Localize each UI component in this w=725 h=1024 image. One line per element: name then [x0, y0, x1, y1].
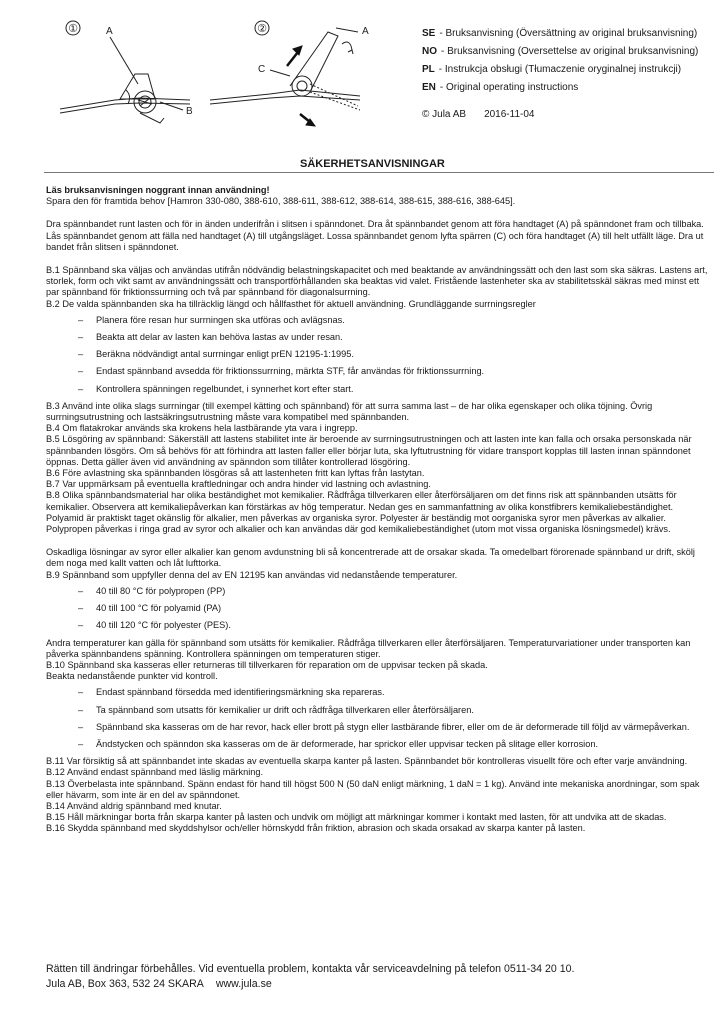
step-2-number: ② — [257, 22, 267, 35]
list-item: – 40 till 120 °C för polyester (PES). — [46, 620, 714, 631]
section-b2: B.2 De valda spännbanden ska ha tillräcklig längd och hållfasthet för aktuell användning. Grundläggande surrningsregler — [46, 298, 536, 309]
section-b1: B.1 Spännband ska väljas och användas utifrån nödvändig belastningskapacitet och med beaktande av användningssätt och den last som ska säkras. Lastens art, storlek, form och vikt samt av användningssätt och transportförhållanden ska beaktas vid valet. Fristående lastenheter ska av stabilitetsskäl säkras med minst ett par spännband för friktionssurrning och två par spännband för diagonalsurrning. — [46, 265, 708, 298]
section-b4: B.4 Om flatakrokar används ska krokens hela lastbärande yta vara i ingrepp. — [46, 423, 358, 434]
step-1-figure — [60, 21, 193, 123]
language-no: NO - Bruksanvisning (Oversettelse av original bruksanvisning) — [422, 46, 699, 57]
list-item: – Beakta att delar av lasten kan behöva lastas av under resan. — [46, 332, 714, 343]
list-item: – Spännband ska kasseras om de har revor, hack eller brott på stygn eller lastbärande fibrer, eller om de är deformerade till följd av värmepåverkan. — [46, 722, 714, 733]
section-b12: B.12 Använd endast spännband med läslig märkning. — [46, 767, 264, 778]
label-a-2: A — [362, 26, 369, 37]
section-b15: B.15 Håll märkningar borta från skarpa kanter på lasten och undvik om möjligt att märkningar kommer i kontakt med lasten, för att undvika att de skadas. — [46, 812, 667, 823]
footer-address: Jula AB, Box 363, 532 24 SKARA — [46, 978, 204, 990]
label-c: C — [258, 64, 266, 75]
list-item: – 40 till 80 °C för polypropen (PP) — [46, 586, 714, 597]
ratchet-wheel-2 — [292, 76, 312, 96]
intro-text: Spara den för framtida behov [Hamron 330-080, 388-610, 388-611, 388-612, 388-614, 388-615, 388-616, 388-645]. — [46, 196, 516, 207]
section-b7: B.7 Var uppmärksam på eventuella kraftledningar och andra hinder vid lastning och avlastning. — [46, 479, 431, 490]
usage-instructions: Dra spännbandet runt lasten och för in änden underifrån i slitsen i spänndonet. Dra åt spännbandet genom att föra handtaget (A) på spänndonet fram och tillbaka. Lås spännbandet genom att fälla ned handtaget (A) till utgångsläget. Lossa spännbandet genom lyfta spärren (C) och föra handtaget (A) till helt utfällt läge. Dra ut bandet från slitsen i spänndonet. — [46, 219, 704, 252]
base-hook — [140, 113, 164, 123]
heading-divider — [44, 172, 714, 173]
list-item: – Kontrollera spänningen regelbundet, i synnerhet kort efter start. — [46, 384, 714, 395]
list-item: – Planera före resan hur surrningen ska utföras och avlägsnas. — [46, 315, 714, 326]
page-title: SÄKERHETSANVISNINGAR — [300, 158, 445, 170]
handle-a — [120, 74, 155, 99]
direction-arrows — [287, 46, 315, 126]
leader-a-2 — [336, 28, 358, 32]
label-b: B — [186, 106, 193, 117]
b10-list — [46, 687, 714, 750]
section-b8-materials: Polyamid är praktiskt taget okänslig för alkalier, men påverkas av organiska syror. Polyester är beständig mot oorganiska syror men påverkas av alkalier. Polypropen påverkas i ringa grad av syror och alkalier och kan användas där god kemikaliebeständighet (utom mot vissa organiska lösningsmedel) krävs. — [46, 512, 671, 535]
safety-instructions-body — [46, 185, 714, 835]
section-b11: B.11 Var försiktig så att spännbandet inte skadas av eventuella skarpa kanter på lasten. Spännbandet bör kontrolleras visuellt före och efter varje användning. — [46, 756, 688, 767]
copyright-text: © Jula AB — [422, 109, 467, 120]
handle-a-2 — [290, 32, 338, 92]
rotate-arrow — [342, 42, 352, 50]
footer — [46, 962, 574, 992]
label-a: A — [106, 26, 113, 37]
section-b5: B.5 Lösgöring av spännband: Säkerställ att lastens stabilitet inte är beroende av surrningsutrustningen och att lasten inte kan falla och orsaka personskada när spännbanden lösgörs. Om så behövs för att förhindra att lasten faller eller börjar luta, ska lyftutrustning för vidare transport kopplas till lasten innan spänndonet öppnas. Detta gäller även vid användning av spänndon som tillåter kontrollerad lösgöring. — [46, 434, 692, 467]
copyright-line — [422, 109, 534, 120]
footer-website-link[interactable]: www.jula.se — [215, 978, 272, 990]
section-b14: B.14 Använd aldrig spännband med knutar. — [46, 800, 222, 811]
step-2-figure — [210, 21, 369, 110]
b9-list — [46, 586, 714, 632]
step-1-number: ① — [68, 22, 78, 35]
list-item: – 40 till 100 °C för polyamid (PA) — [46, 603, 714, 614]
section-b10-note: Beakta nedanstående punkter vid kontroll. — [46, 671, 218, 682]
list-item: – Endast spännband försedda med identifieringsmärkning ska repareras. — [46, 687, 714, 698]
language-en: EN - Original operating instructions — [422, 82, 579, 93]
list-item: – Ta spännband som utsatts för kemikalier ur drift och rådfråga tillverkaren eller återförsäljaren. — [46, 705, 714, 716]
leader-c — [270, 70, 290, 76]
temperature-note: Andra temperaturer kan gälla för spännband som utsätts för kemikalier. Rådfråga tillverkaren eller återförsäljaren. Temperaturvariationer under transporten kan påverka spännbandens spänning. Kontrollera spänningen om temperaturen stiger. — [46, 637, 691, 659]
ratchet-strap-illustration — [40, 14, 385, 134]
section-b10: B.10 Spännband ska kasseras eller returneras till tillverkaren för reparation om de uppvisar tecken på skada. — [46, 659, 488, 670]
section-b16: B.16 Skydda spännband med skyddshylsor och/eller hörnskydd från friktion, abrasion och skada orsakad av skarpa kanter på lasten. — [46, 823, 586, 834]
acid-warning: Oskadliga lösningar av syror eller alkalier kan genom avdunstning bli så koncentrerade att de orsakar skada. Ta omedelbart förorenade spännband ur drift, skölj dem noga med kallt vatten och låt lufttorka. — [46, 547, 695, 569]
section-b13: B.13 Överbelasta inte spännband. Spänn endast för hand till högst 500 N (50 daN enligt märkning, 1 daN = 1 kg). Använd inte mekaniska anordningar, som spak eller hävarm, som inte är en del av spänndonet. — [46, 778, 700, 800]
section-b9: B.9 Spännband som uppfyller denna del av EN 12195 kan användas vid nedanstående temperaturer. — [46, 569, 458, 580]
footer-notice: Rätten till ändringar förbehålles. Vid eventuella problem, kontakta vår serviceavdelning på telefon 0511-34 20 10. — [46, 963, 575, 975]
section-b8: B.8 Olika spännbandsmaterial har olika beständighet mot kemikalier. Rådfråga tillverkaren eller återförsäljaren om det finns risk att spännbanden utsätts för kemikalier. Observera att kemikaliepåverkan kan förstärkas av hög temperatur. Nedan ges en sammanfattning av olika konstfibrers kemikaliebeständighet. — [46, 490, 677, 512]
section-b3: B.3 Använd inte olika slags surrningar (till exempel kätting och spännband) för att surra samma last – de har olika egenskaper och olika töjning. Övrig surrningsutrustning och lastsäkringsutrustning måste vara kompatibel med spännbanden. — [46, 400, 653, 423]
section-b6: B.6 Före avlastning ska spännbanden lösgöras så att lastenheten fritt kan lyftas från lastytan. — [46, 468, 425, 479]
document-date: 2016-11-04 — [484, 109, 535, 120]
b2-list — [46, 315, 714, 395]
intro-warning: Läs bruksanvisningen noggrant innan användning! — [46, 185, 270, 195]
list-item: – Endast spännband avsedda för friktionssurrning, märkta STF, får användas för friktionssurrning. — [46, 366, 714, 377]
footer-contact — [46, 977, 574, 992]
language-pl: PL - Instrukcja obsługi (Tłumaczenie oryginalnej instrukcji) — [422, 64, 682, 75]
arrow-up-icon — [293, 46, 302, 55]
list-item: – Ändstycken och spänndon ska kasseras om de är deformerade, har sprickor eller uppvisar tecken på slitage eller korrosion. — [46, 739, 714, 750]
list-item: – Beräkna nödvändigt antal surrningar enligt prEN 12195-1:1995. — [46, 349, 714, 360]
language-se: SE - Bruksanvisning (Översättning av original bruksanvisning) — [422, 28, 698, 39]
